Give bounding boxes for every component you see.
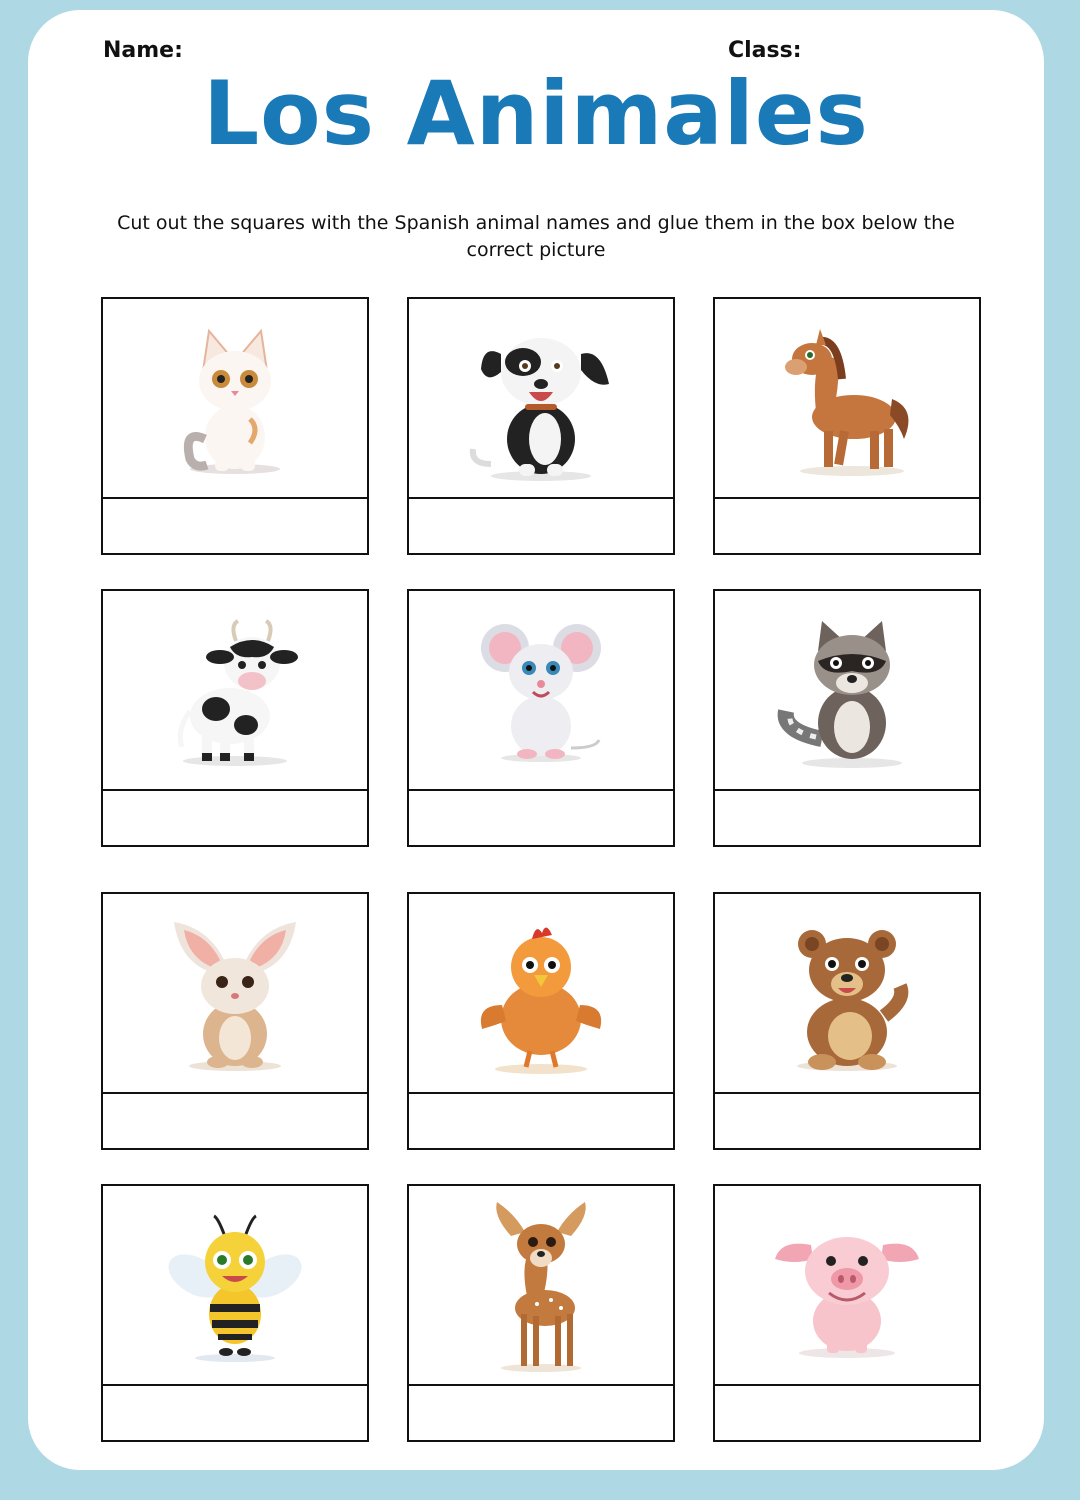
bear-icon: [713, 892, 981, 1096]
horse-icon: [713, 297, 981, 501]
page-title: Los Animales: [203, 62, 869, 165]
class-label: Class:: [728, 38, 802, 63]
animal-card: [713, 589, 981, 847]
chicken-icon: [407, 892, 675, 1096]
animal-card: [101, 297, 369, 555]
answer-box[interactable]: [407, 789, 675, 847]
answer-box[interactable]: [713, 1092, 981, 1150]
answer-box[interactable]: [407, 1092, 675, 1150]
cow-icon: [101, 589, 369, 793]
answer-box[interactable]: [101, 1092, 369, 1150]
instructions-text: Cut out the squares with the Spanish animal names and glue them in the box below the correct picture: [117, 212, 955, 261]
animal-card: [713, 1184, 981, 1442]
animal-card: [407, 297, 675, 555]
rabbit-icon: [101, 892, 369, 1096]
answer-box[interactable]: [101, 1384, 369, 1442]
answer-box[interactable]: [713, 1384, 981, 1442]
mouse-icon: [407, 589, 675, 793]
animal-card: [713, 297, 981, 555]
animal-card: [407, 1184, 675, 1442]
animal-card: [713, 892, 981, 1150]
answer-box[interactable]: [101, 497, 369, 555]
animal-card: [407, 892, 675, 1150]
answer-box[interactable]: [407, 1384, 675, 1442]
cat-icon: [101, 297, 369, 501]
animal-card: [101, 589, 369, 847]
answer-box[interactable]: [713, 789, 981, 847]
pig-icon: [713, 1184, 981, 1388]
animal-card: [101, 1184, 369, 1442]
raccoon-icon: [713, 589, 981, 793]
animal-card: [101, 892, 369, 1150]
deer-icon: [407, 1184, 675, 1388]
worksheet-page: [28, 10, 1044, 1470]
animal-card: [407, 589, 675, 847]
dog-icon: [407, 297, 675, 501]
name-label: Name:: [103, 38, 183, 63]
answer-box[interactable]: [713, 497, 981, 555]
bee-icon: [101, 1184, 369, 1388]
answer-box[interactable]: [407, 497, 675, 555]
answer-box[interactable]: [101, 789, 369, 847]
